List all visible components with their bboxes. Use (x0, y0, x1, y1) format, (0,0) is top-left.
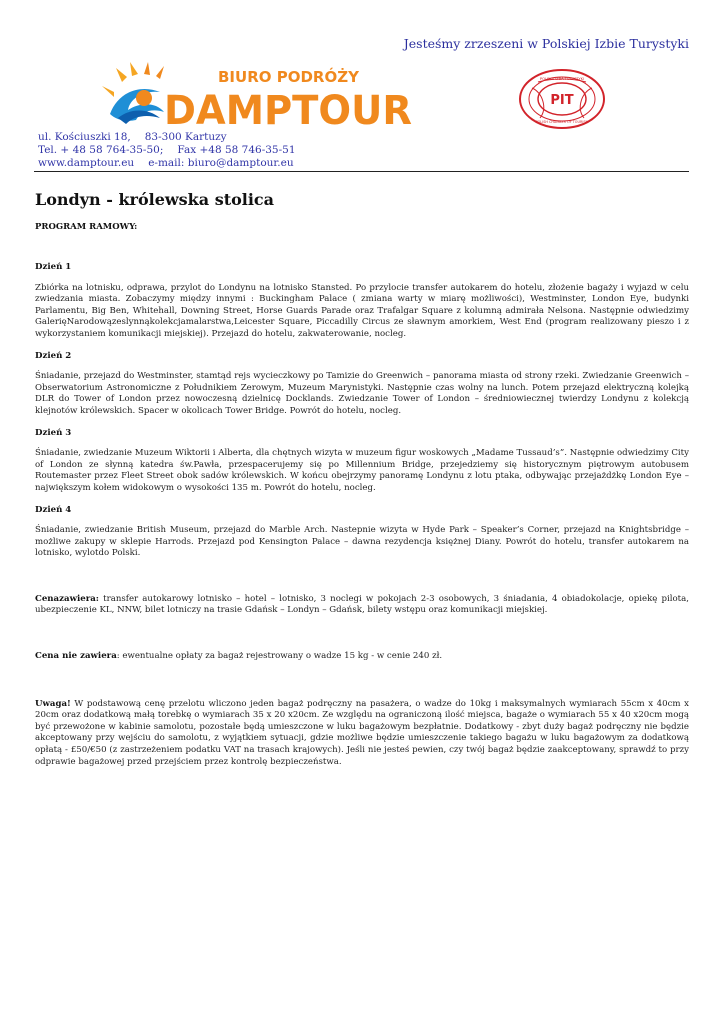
pit-bottom-text: POLISH CHAMBER OF TOURISM (535, 120, 589, 124)
day-description: Śniadanie, zwiedzanie British Museum, przejazd do Marble Arch. Nastepnie wizyta w Hyde Park – Speaker’s Corner, przejazd na Knightsbridge – możliwe zakupy w sklepie Harrods. Przejazd pod Kensington Palace – dawna rezydencja księżnej Diany. Powrót do hotelu, transfer autokarem na lotnisko, wylotdo Polski. (35, 525, 689, 559)
day-section (35, 262, 689, 341)
contact-street: ul. Kościuszki 18, (38, 131, 131, 143)
price-includes (35, 594, 689, 617)
logo-top-text: BIURO PODRÓŻY (218, 68, 359, 86)
wave-icon (110, 89, 164, 124)
price-includes-text: transfer autokarowy lotnisko – hotel – lotnisko, 3 noclegi w pokojach 2-3 osobowych, 3 śniadania, 4 obiadokolacje, opiekę pilota, ubezpieczenie KL, NNW, bilet lotniczy na trasie Gdańsk – Londyn – Gdańsk, bilety wstępu oraz komunikacji miejskiej. (35, 593, 689, 616)
contact-fax: Fax +48 58 746-35-51 (177, 144, 296, 156)
pit-center-text: PIT (550, 93, 574, 108)
day-title: Dzień 1 (35, 262, 72, 272)
day-section (35, 351, 689, 418)
contact-email-link[interactable]: e-mail: biuro@damptour.eu (148, 157, 294, 169)
contact-city: 83-300 Kartuzy (144, 131, 227, 143)
price-excludes (35, 651, 689, 663)
day-section (35, 428, 689, 495)
day-title: Dzień 2 (35, 350, 72, 361)
pit-ring-text: POLSKA IZBA TURYSTYKI (539, 77, 585, 81)
program-content (35, 262, 689, 778)
day-description: Zbiórka na lotnisku, odprawa, przylot do Londynu na lotnisko Stansted. Po przylocie transfer autokarem do hotelu, złożenie bagaży i wyjazd w celu zwiedzania miasta. Zobaczymy między innymi : Buckingham Palace ( zmiana warty w miarę możliwości), Westminster, London Eye, budynki Parlamentu, Big Ben, Whitehall, Downing Street, Horse Guards Parade oraz Trafalgar Square z kolumną admirała Nelsona. Następnie odwiedzimy GalerięNarodowązeslynnąkolekcjamalarstwa,Leicester Square, Piccadilly Circus ze sławnym amorkiem, West End (program realizowany pieszo i z wykorzystaniem komunikacji miejskiej). Przejazd do hotelu, zakwaterowanie, nocleg. (35, 282, 689, 339)
price-excludes-label: Cena nie zawiera (35, 651, 117, 662)
contact-tel: Tel. + 48 58 764-35-50; (38, 144, 164, 156)
contact-web-link[interactable]: www.damptour.eu (38, 157, 135, 169)
day-description: Śniadanie, zwiedzanie Muzeum Wiktorii i Alberta, dla chętnych wizyta w muzeum figur woskowych „Madame Tussaud’s”. Następnie odwiedzimy City of London ze słynną katedra św.Pawła, przespacerujemy się po Millennium Bridge, przejedziemy się historycznym piętrowym autobusem Routemaster przez Fleet Street obok sadów królewskich. W końcu obejrzymy panoramę Londynu z lotu ptaka, odbywając przejażdżkę London Eye – największym kołem widokowym o wysokości 135 m. Powrót do hotelu, nocleg. (35, 448, 689, 493)
day-title: Dzień 4 (35, 504, 72, 515)
program-heading: PROGRAM RAMOWY: (35, 222, 138, 232)
damptour-logo (100, 62, 420, 130)
day-section (35, 505, 689, 560)
contact-block (38, 131, 296, 170)
membership-note: Jesteśmy zrzeszeni w Polskiej Izbie Turystyki (403, 36, 689, 51)
header-divider (34, 171, 689, 172)
baggage-note-text: W podstawową cenę przelotu wliczono jeden bagaż podręczny na pasażera, o wadze do 10kg i maksymalnych wymiarach 55cm x 40cm x 20cm oraz dodatkową małą torebkę o wymiarach 35 x 20 x20cm. Ze względu na ograniczoną ilość miejsca, bagaże o wymiarach 55 x 40 x20cm mogą być przewożone w kabinie samolotu, pozostałe będą umieszczone w luku bagażowym bezpłatnie. Dodatkowy - zbyt duży bagaż podręczny nie będzie akceptowany przy wejściu do samolotu, z wyjątkiem sytuacji, gdzie możliwe będzie umieszczenie takiego bagażu w luku bagażowym za dodatkową opłatą - £50/€50 (z zastrzeżeniem podatku VAT na trasach krajowych). Jeśli nie jesteś pewien, czy twój bagaż będzie zaakceptowany, sprawdź to przy odprawie bagażowej przed przejściem przez kontrolę bezpieczeństwa. (35, 698, 689, 767)
day-description: Śniadanie, przejazd do Westminster, stamtąd rejs wycieczkowy po Tamizie do Greenwich – panorama miasta od strony rzeki. Zwiedzanie Greenwich – Obserwatorium Astronomiczne z Południkiem Zerowym, Muzeum Marynistyki. Następnie czas wolny na lunch. Potem przejazd elektryczną kolejką DLR do Tower of London przez nowoczesną dzielnicę Docklands. Zwiedzanie Tower of London – średniowiecznej twierdzy Londynu z kolekcją klejnotów królewskich. Spacer w okolicach Tower Bridge. Powrót do hotelu, nocleg. (35, 371, 689, 416)
pit-badge (518, 68, 606, 130)
price-excludes-text: : ewentualne opłaty za bagaż rejestrowany o wadze 15 kg - w cenie 240 zł. (116, 651, 443, 662)
logo-brand-text: DAMPTOUR (164, 88, 412, 130)
baggage-note-label: Uwaga! (35, 698, 71, 709)
day-title: Dzień 3 (35, 427, 72, 438)
price-includes-label: Cenazawiera: (35, 593, 99, 604)
page-title: Londyn - królewska stolica (35, 190, 275, 209)
baggage-note (35, 699, 689, 769)
